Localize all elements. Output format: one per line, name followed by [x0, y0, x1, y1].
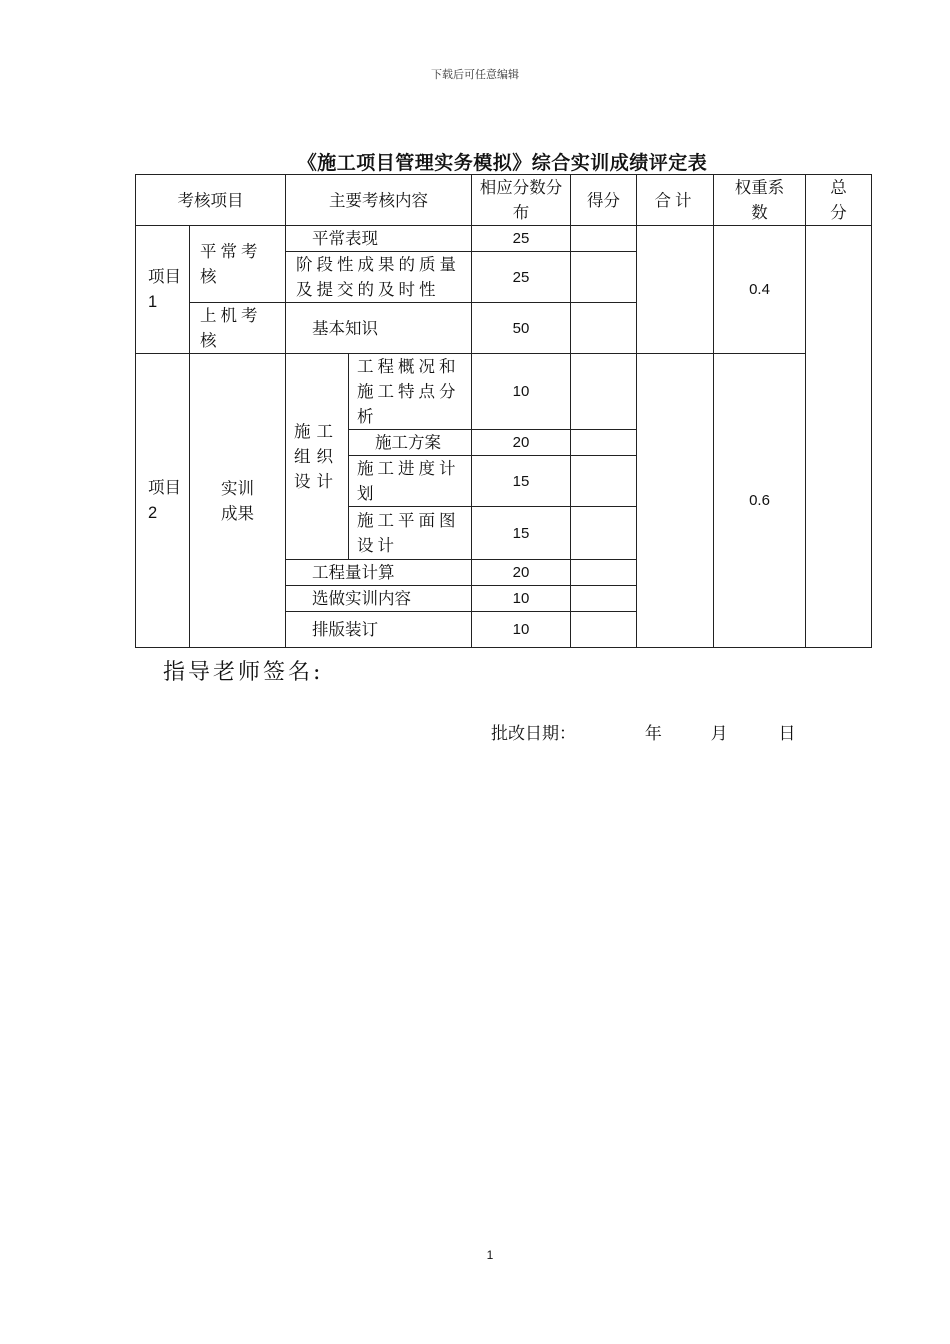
header-score-distribution: 相应分数分布 — [472, 175, 571, 226]
date-day: 日 — [778, 724, 796, 744]
content-cell: 施工平面图设计 — [349, 507, 472, 560]
got-score-cell — [571, 586, 637, 612]
got-score-cell — [571, 456, 637, 507]
content-cell: 排版装订 — [286, 612, 472, 648]
document-title: 《施工项目管理实务模拟》综合实训成绩评定表 — [297, 152, 708, 174]
subtotal-cell — [637, 354, 714, 648]
header-got-score: 得分 — [571, 175, 637, 226]
score-cell: 20 — [472, 560, 571, 586]
teacher-signature-label: 指导老师签名: — [163, 660, 324, 685]
score-cell: 20 — [472, 430, 571, 456]
content-cell: 施工方案 — [349, 430, 472, 456]
header-note: 下载后可任意编辑 — [431, 68, 519, 81]
content-cell: 平常表现 — [286, 226, 472, 252]
project2-group-results: 实训成果 — [190, 354, 286, 648]
grading-date-line — [491, 719, 795, 744]
score-cell: 15 — [472, 507, 571, 560]
project1-group-computer: 上机考核 — [190, 303, 286, 354]
score-cell: 25 — [472, 226, 571, 252]
header-content: 主要考核内容 — [286, 175, 472, 226]
content-cell: 基本知识 — [286, 303, 472, 354]
got-score-cell — [571, 226, 637, 252]
got-score-cell — [571, 252, 637, 303]
content-cell: 阶段性成果的质量及提交的及时性 — [286, 252, 472, 303]
date-month: 月 — [710, 724, 728, 744]
content-cell: 施工进度计划 — [349, 456, 472, 507]
score-cell: 10 — [472, 586, 571, 612]
content-cell: 工程概况和施工特点分析 — [349, 354, 472, 430]
header-subtotal: 合计 — [637, 175, 714, 226]
got-score-cell — [571, 560, 637, 586]
score-cell: 25 — [472, 252, 571, 303]
project2-subgroup-construction: 施工组织设计 — [286, 354, 349, 560]
date-label: 批改日期： — [491, 724, 576, 744]
content-cell: 工程量计算 — [286, 560, 472, 586]
header-total: 总分 — [806, 175, 872, 226]
score-cell: 10 — [472, 612, 571, 648]
project2-label: 项目2 — [136, 354, 190, 648]
got-score-cell — [571, 612, 637, 648]
header-item: 考核项目 — [136, 175, 286, 226]
grading-table — [135, 174, 872, 648]
project1-weight: 0.4 — [714, 226, 806, 354]
got-score-cell — [571, 303, 637, 354]
project1-group-regular: 平常考核 — [190, 226, 286, 303]
project1-label: 项目1 — [136, 226, 190, 354]
got-score-cell — [571, 507, 637, 560]
got-score-cell — [571, 430, 637, 456]
got-score-cell — [571, 354, 637, 430]
score-cell: 50 — [472, 303, 571, 354]
total-score-cell — [806, 226, 872, 648]
page-number: 1 — [486, 1248, 494, 1262]
score-cell: 15 — [472, 456, 571, 507]
date-year: 年 — [644, 724, 662, 744]
header-weight: 权重系数 — [714, 175, 806, 226]
content-cell: 选做实训内容 — [286, 586, 472, 612]
project2-weight: 0.6 — [714, 354, 806, 648]
score-cell: 10 — [472, 354, 571, 430]
subtotal-cell — [637, 226, 714, 354]
